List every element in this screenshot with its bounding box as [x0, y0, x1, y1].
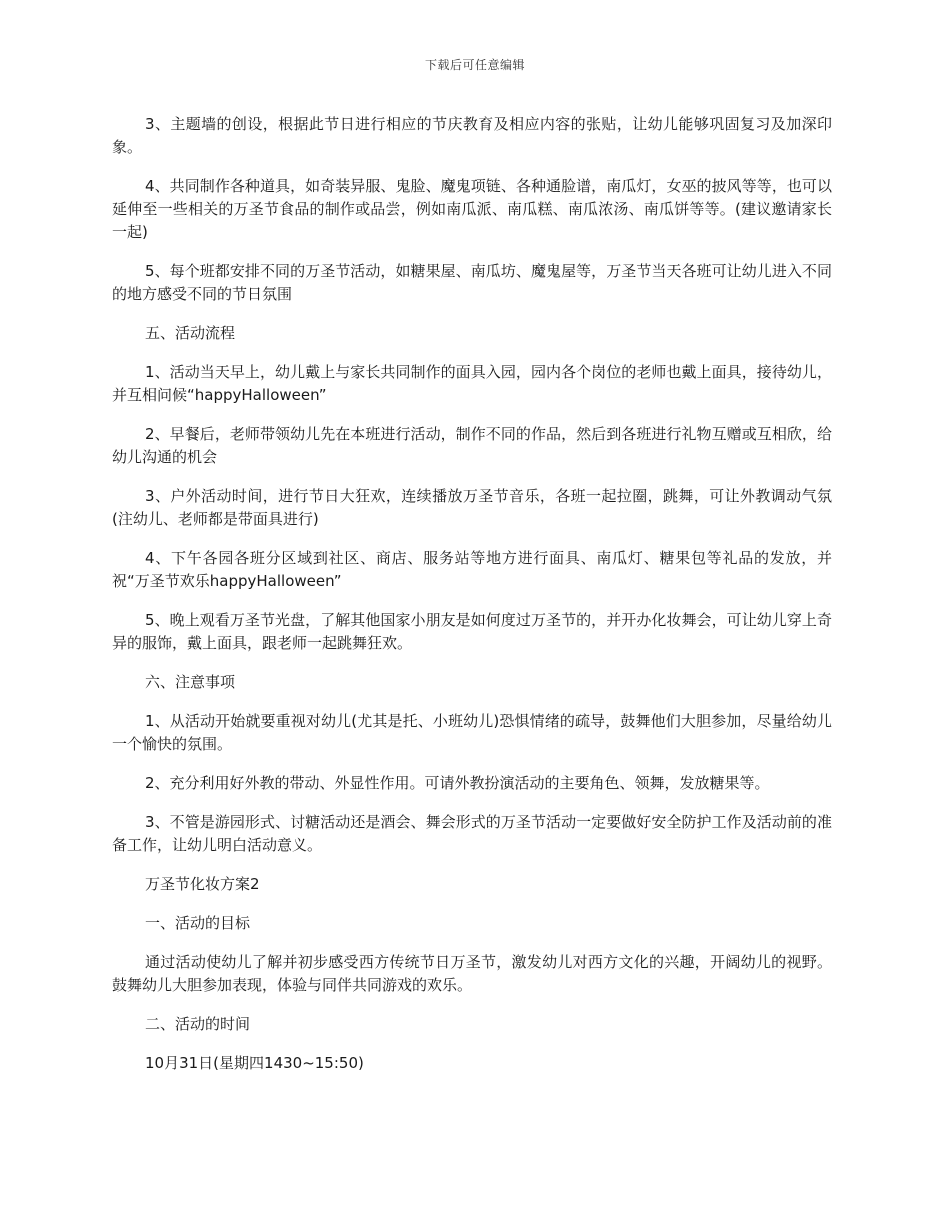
paragraph: 5、晚上观看万圣节光盘，了解其他国家小朋友是如何度过万圣节的，并开办化妆舞会，可让幼儿穿上奇异的服饰，戴上面具，跟老师一起跳舞狂欢。 — [112, 611, 832, 652]
paragraph: 1、活动当天早上，幼儿戴上与家长共同制作的面具入园，园内各个岗位的老师也戴上面具，接待幼儿，并互相问候“happyHalloween” — [112, 363, 832, 404]
paragraph: 3、主题墙的创设，根据此节日进行相应的节庆教育及相应内容的张贴，让幼儿能够巩固复习及加深印象。 — [112, 115, 832, 156]
section-heading: 六、注意事项 — [145, 673, 236, 691]
paragraph: 4、下午各园各班分区域到社区、商店、服务站等地方进行面具、南瓜灯、糖果包等礼品的发放，并祝“万圣节欢乐happyHalloween” — [112, 549, 832, 590]
paragraph: 3、不管是游园形式、讨糖活动还是酒会、舞会形式的万圣节活动一定要做好安全防护工作及活动前的准备工作，让幼儿明白活动意义。 — [112, 813, 832, 854]
paragraph: 2、充分利用好外教的带动、外显性作用。可请外教扮演活动的主要角色、领舞，发放糖果等。 — [145, 774, 770, 792]
section-heading: 一、活动的目标 — [145, 914, 251, 932]
section-heading: 二、活动的时间 — [145, 1015, 251, 1033]
section-heading: 五、活动流程 — [145, 324, 236, 342]
paragraph: 3、户外活动时间，进行节日大狂欢，连续播放万圣节音乐，各班一起拉圈，跳舞，可让外教调动气氛(注幼儿、老师都是带面具进行) — [112, 487, 832, 528]
paragraph: 5、每个班都安排不同的万圣节活动，如糖果屋、南瓜坊、魔鬼屋等，万圣节当天各班可让幼儿进入不同的地方感受不同的节日氛围 — [112, 262, 832, 303]
paragraph: 1、从活动开始就要重视对幼儿(尤其是托、小班幼儿)恐惧情绪的疏导，鼓舞他们大胆参加，尽量给幼儿一个愉快的氛围。 — [112, 712, 832, 753]
document-title: 万圣节化妆方案2 — [145, 875, 260, 893]
paragraph: 2、早餐后，老师带领幼儿先在本班进行活动，制作不同的作品，然后到各班进行礼物互赠或互相欣，给幼儿沟通的机会 — [112, 425, 832, 466]
document-body — [112, 113, 832, 1091]
paragraph: 4、共同制作各种道具，如奇装异服、鬼脸、魔鬼项链、各种通脸谱，南瓜灯，女巫的披风等等，也可以延伸至一些相关的万圣节食品的制作或品尝，例如南瓜派、南瓜糕、南瓜浓汤、南瓜饼等等。(建议邀请家长一起) — [112, 177, 832, 241]
paragraph: 10月31日(星期四1430~15:50) — [145, 1054, 364, 1072]
paragraph: 通过活动使幼儿了解并初步感受西方传统节日万圣节，激发幼儿对西方文化的兴趣，开阔幼儿的视野。鼓舞幼儿大胆参加表现，体验与同伴共同游戏的欢乐。 — [112, 953, 832, 994]
page-header: 下载后可任意编辑 — [424, 58, 525, 72]
